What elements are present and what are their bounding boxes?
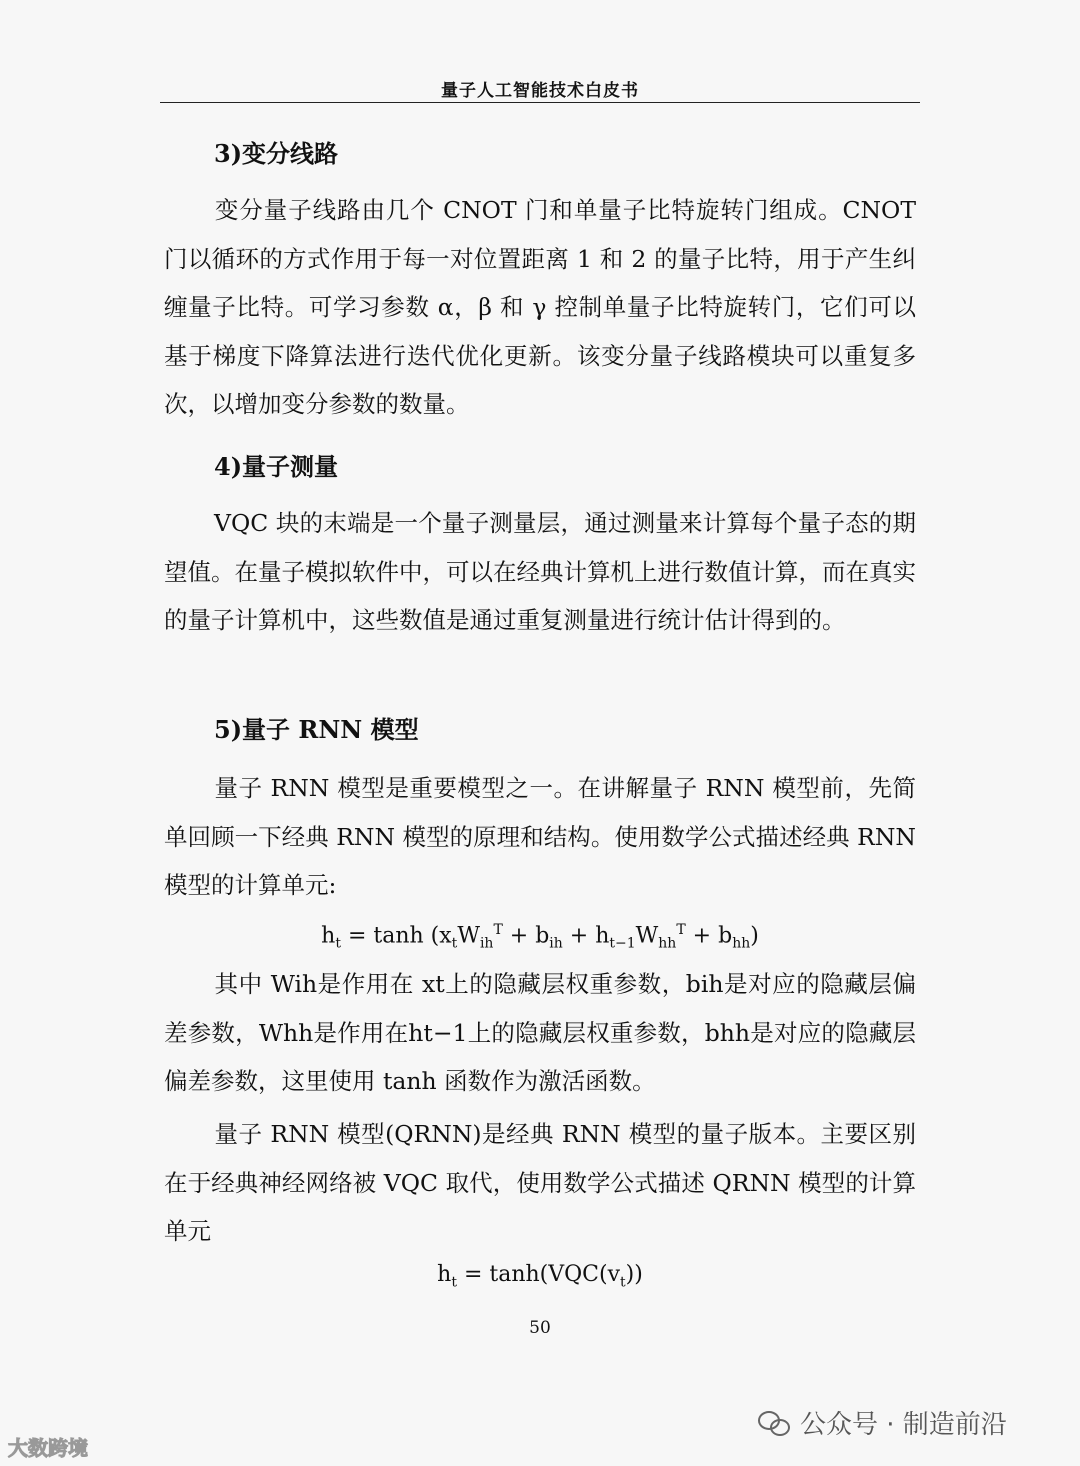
section-heading-variational-circuit: 3)变分线路 — [214, 139, 339, 168]
paragraph-qrnn — [164, 1110, 916, 1256]
watermark-right-text: 公众号 · 制造前沿 — [800, 1410, 1007, 1440]
paragraph-quantum-measurement — [164, 499, 916, 645]
paragraph-text: 量子 RNN 模型是重要模型之一。在讲解量子 RNN 模型前，先简单回顾一下经典 RNN 模型的原理和结构。使用数学公式描述经典 RNN 模型的计算单元: — [164, 774, 916, 899]
paragraph-rnn-params — [164, 960, 916, 1106]
watermark-left: 大数跨境 — [8, 1436, 88, 1460]
wechat-icon — [758, 1409, 792, 1437]
running-header: 量子人工智能技术白皮书 — [441, 81, 639, 101]
paragraph-text: 其中 Wih是作用在 xt上的隐藏层权重参数，bih是对应的隐藏层偏差参数，Whh是作用在ht−1上的隐藏层权重参数，bhh是对应的隐藏层偏差参数，这里使用 tanh 函数作为激活函数。 — [164, 970, 916, 1095]
section-heading-quantum-rnn: 5)量子 RNN 模型 — [214, 715, 419, 744]
page-number: 50 — [529, 1318, 551, 1338]
equation-qrnn-cell: $h_t = \tanh(VQC(v_t))$ — [437, 1262, 643, 1291]
paragraph-variational-circuit — [164, 186, 916, 429]
section-heading-quantum-measurement: 4)量子测量 — [214, 452, 339, 481]
header-rule — [160, 102, 920, 103]
paragraph-text: 量子 RNN 模型(QRNN)是经典 RNN 模型的量子版本。主要区别在于经典神经网络被 VQC 取代，使用数学公式描述 QRNN 模型的计算单元 — [164, 1120, 916, 1245]
paragraph-rnn-intro — [164, 764, 916, 910]
paragraph-text: VQC 块的末端是一个量子测量层，通过测量来计算每个量子态的期望值。在量子模拟软件中，可以在经典计算机上进行数值计算，而在真实的量子计算机中，这些数值是通过重复测量进行统计估计得到的。 — [164, 509, 916, 634]
watermark-right — [758, 1404, 1007, 1441]
equation-rnn-cell: $h_t = \tanh (x_tW_{ih}^T + b_{ih} + h_{t-1}W_{hh}^T + b_{hh})$ — [321, 922, 759, 952]
paragraph-text: 变分量子线路由几个 CNOT 门和单量子比特旋转门组成。CNOT 门以循环的方式作用于每一对位置距离 1 和 2 的量子比特，用于产生纠缠量子比特。可学习参数 α，β 和 γ 控制单量子比特旋转门，它们可以基于梯度下降算法进行迭代优化更新。该变分量子线路模块可以重复多次，以增加变分参数的数量。 — [164, 196, 916, 418]
